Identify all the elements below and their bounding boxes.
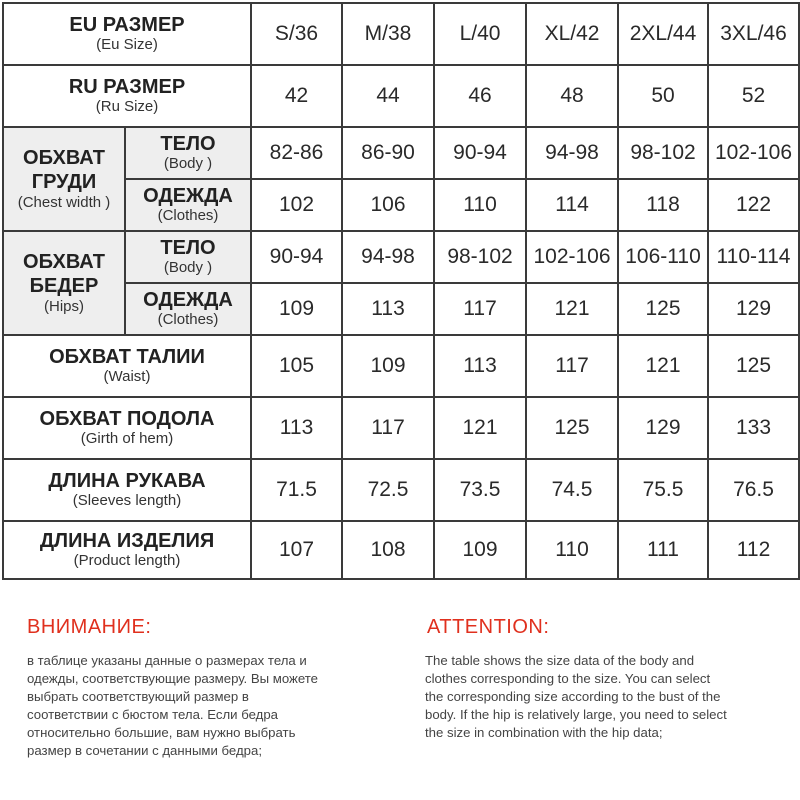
ru-size-label: RU РАЗМЕР — [68, 76, 186, 98]
chest-label-line1: ОБХВАТ — [23, 147, 105, 169]
chest-clothes-cell: 102 — [251, 179, 342, 231]
chest-clothes-label-en: (Clothes) — [157, 207, 219, 224]
length-cell: 109 — [434, 521, 526, 579]
waist-row — [3, 335, 799, 397]
hips-label-line1: ОБХВАТ — [23, 251, 105, 273]
sleeve-cell: 72.5 — [342, 459, 434, 521]
length-cell: 108 — [342, 521, 434, 579]
ru-size-cell: 44 — [342, 65, 434, 127]
sleeve-header — [3, 459, 251, 521]
waist-label: ОБХВАТ ТАЛИИ — [49, 346, 205, 368]
hips-clothes-cell: 117 — [434, 283, 526, 335]
attention-text-en — [425, 652, 790, 742]
chest-body-cell: 98-102 — [618, 127, 708, 179]
ru-size-cell: 46 — [434, 65, 526, 127]
waist-cell: 121 — [618, 335, 708, 397]
chest-clothes-cell: 110 — [434, 179, 526, 231]
size-table — [2, 2, 800, 580]
hips-body-cell: 94-98 — [342, 231, 434, 283]
attention-line-en: body. If the hip is relatively large, you need to select — [425, 707, 727, 722]
attention-line-en: clothes corresponding to the size. You can select — [425, 671, 711, 686]
sleeve-cell: 74.5 — [526, 459, 618, 521]
length-label: ДЛИНА ИЗДЕЛИЯ — [39, 530, 215, 552]
attention-line-ru: соответствии с бюстом тела. Если бедра — [27, 707, 279, 722]
chest-body-label: ТЕЛО — [160, 133, 216, 155]
ru-size-label-en: (Ru Size) — [95, 98, 159, 115]
hips-clothes-header — [125, 283, 251, 335]
eu-size-cell: M/38 — [342, 3, 434, 65]
hips-body-cell: 98-102 — [434, 231, 526, 283]
eu-size-cell: S/36 — [251, 3, 342, 65]
ru-size-cell: 48 — [526, 65, 618, 127]
hips-label-en: (Hips) — [44, 298, 84, 315]
waist-cell: 105 — [251, 335, 342, 397]
hem-cell: 133 — [708, 397, 799, 459]
ru-size-header — [3, 65, 251, 127]
sleeve-label: ДЛИНА РУКАВА — [48, 470, 206, 492]
hem-cell: 129 — [618, 397, 708, 459]
hips-clothes-cell: 113 — [342, 283, 434, 335]
length-cell: 107 — [251, 521, 342, 579]
hem-cell: 117 — [342, 397, 434, 459]
eu-size-cell: XL/42 — [526, 3, 618, 65]
hips-header — [3, 231, 125, 335]
eu-size-header — [3, 3, 251, 65]
eu-size-cell: 2XL/44 — [618, 3, 708, 65]
chest-body-row — [3, 127, 799, 179]
attention-title-en: ATTENTION: — [427, 616, 550, 638]
waist-cell: 125 — [708, 335, 799, 397]
chest-clothes-label: ОДЕЖДА — [143, 185, 233, 207]
hips-body-label: ТЕЛО — [160, 237, 216, 259]
chest-body-cell: 94-98 — [526, 127, 618, 179]
sleeve-label-en: (Sleeves length) — [72, 492, 182, 509]
attention-title-ru: ВНИМАНИЕ: — [27, 616, 152, 638]
ru-size-cell: 52 — [708, 65, 799, 127]
chest-body-cell: 86-90 — [342, 127, 434, 179]
eu-size-cell: L/40 — [434, 3, 526, 65]
ru-size-row — [3, 65, 799, 127]
sleeve-cell: 73.5 — [434, 459, 526, 521]
sleeve-cell: 75.5 — [618, 459, 708, 521]
hem-cell: 113 — [251, 397, 342, 459]
hips-clothes-label-en: (Clothes) — [157, 311, 219, 328]
chest-clothes-cell: 114 — [526, 179, 618, 231]
attention-line-ru: в таблице указаны данные о размерах тела и — [27, 653, 307, 668]
hem-cell: 121 — [434, 397, 526, 459]
hips-body-cell: 110-114 — [708, 231, 799, 283]
hips-body-cell: 106-110 — [618, 231, 708, 283]
attention-line-en: the size in combination with the hip data; — [425, 725, 663, 740]
chest-clothes-cell: 118 — [618, 179, 708, 231]
length-cell: 111 — [618, 521, 708, 579]
ru-size-cell: 42 — [251, 65, 342, 127]
hips-body-label-en: (Body ) — [163, 259, 213, 276]
sleeve-cell: 76.5 — [708, 459, 799, 521]
attention-line-en: The table shows the size data of the body and — [425, 653, 695, 668]
hem-label-en: (Girth of hem) — [80, 430, 174, 447]
sleeve-cell: 71.5 — [251, 459, 342, 521]
chest-body-cell: 90-94 — [434, 127, 526, 179]
waist-cell: 117 — [526, 335, 618, 397]
length-cell: 112 — [708, 521, 799, 579]
chest-label-line2: ГРУДИ — [31, 171, 97, 193]
eu-size-cell: 3XL/46 — [708, 3, 799, 65]
hips-label-line2: БЕДЕР — [29, 275, 99, 297]
ru-size-cell: 50 — [618, 65, 708, 127]
hips-clothes-cell: 121 — [526, 283, 618, 335]
attention-line-en: the corresponding size according to the bust of the — [425, 689, 721, 704]
waist-cell: 113 — [434, 335, 526, 397]
hips-clothes-cell: 125 — [618, 283, 708, 335]
eu-size-label: EU РАЗМЕР — [69, 14, 185, 36]
length-row — [3, 521, 799, 579]
chest-clothes-header — [125, 179, 251, 231]
attention-line-ru: одежды, соответствующие размеру. Вы можете — [27, 671, 318, 686]
hem-cell: 125 — [526, 397, 618, 459]
hem-label: ОБХВАТ ПОДОЛА — [39, 408, 215, 430]
chest-body-cell: 82-86 — [251, 127, 342, 179]
length-cell: 110 — [526, 521, 618, 579]
length-header — [3, 521, 251, 579]
hem-header — [3, 397, 251, 459]
waist-label-en: (Waist) — [103, 368, 151, 385]
chest-clothes-cell: 106 — [342, 179, 434, 231]
eu-size-row — [3, 3, 799, 65]
sleeve-row — [3, 459, 799, 521]
chest-body-label-en: (Body ) — [163, 155, 213, 172]
attention-line-ru: относительно большие, вам нужно выбрать — [27, 725, 296, 740]
eu-size-label-en: (Eu Size) — [96, 36, 158, 53]
attention-line-ru: выбрать соответствующий размер в — [27, 689, 249, 704]
chest-clothes-cell: 122 — [708, 179, 799, 231]
length-label-en: (Product length) — [73, 552, 181, 569]
waist-cell: 109 — [342, 335, 434, 397]
chest-header — [3, 127, 125, 231]
waist-header — [3, 335, 251, 397]
hips-body-header — [125, 231, 251, 283]
hips-body-cell: 102-106 — [526, 231, 618, 283]
hips-clothes-label: ОДЕЖДА — [143, 289, 233, 311]
hips-body-cell: 90-94 — [251, 231, 342, 283]
chest-label-en: (Chest width ) — [17, 194, 111, 211]
attention-text-ru — [27, 652, 397, 760]
chest-body-cell: 102-106 — [708, 127, 799, 179]
chest-body-header — [125, 127, 251, 179]
hem-row — [3, 397, 799, 459]
hips-body-row — [3, 231, 799, 283]
attention-line-ru: размер в сочетании с данными бедра; — [27, 743, 262, 758]
hips-clothes-cell: 129 — [708, 283, 799, 335]
hips-clothes-cell: 109 — [251, 283, 342, 335]
